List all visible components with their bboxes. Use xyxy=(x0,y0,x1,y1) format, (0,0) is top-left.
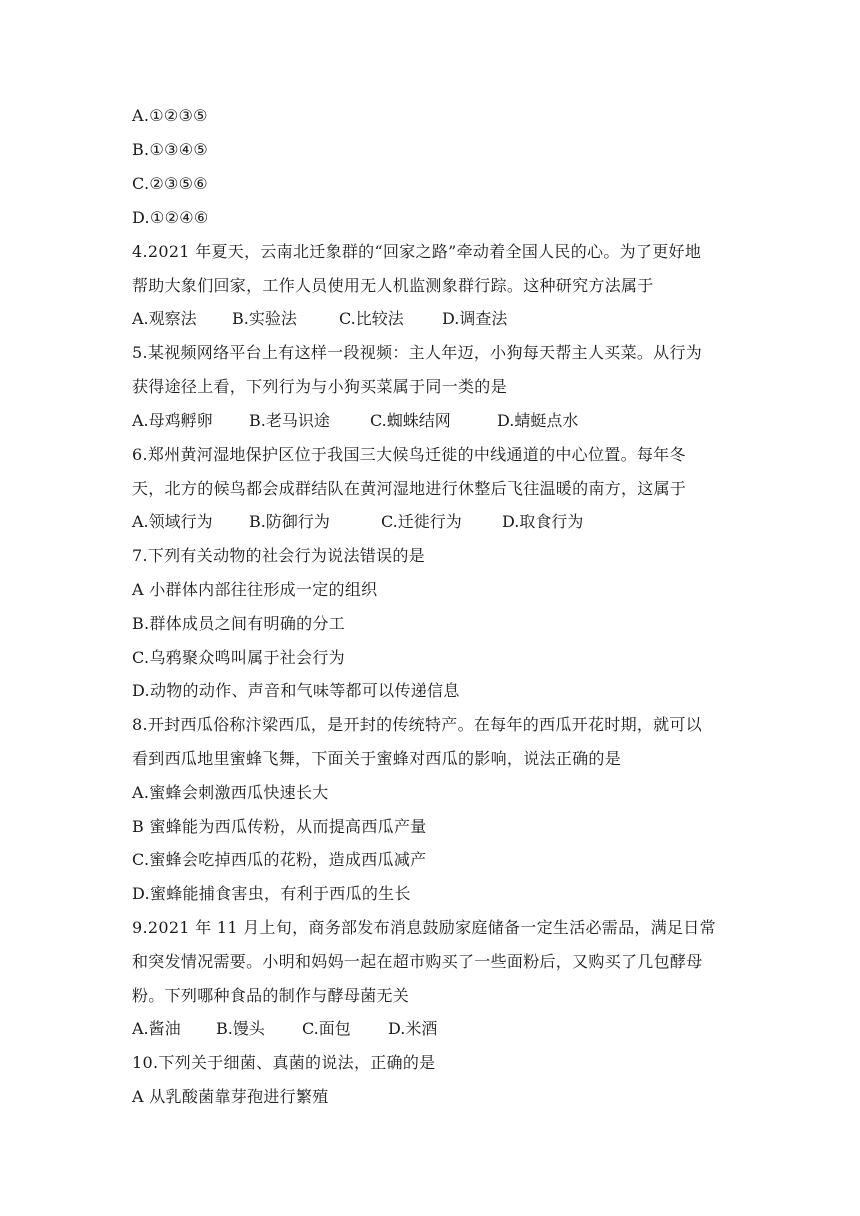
q4-options xyxy=(132,309,507,329)
q9-stem-line-2: 和突发情况需要。小明和妈妈一起在超市购买了一些面粉后，又购买了几包酵母 xyxy=(132,952,703,971)
q6-option-c: C.迁徙行为 xyxy=(381,512,462,531)
q3-option-d: D.①②④⑥ xyxy=(132,208,209,227)
q5-option-c: C.蜘蛛结网 xyxy=(370,411,451,430)
q7-option-d: D.动物的动作、声音和气味等都可以传递信息 xyxy=(132,681,460,700)
q10-option-a: A 从乳酸菌靠芽孢进行繁殖 xyxy=(132,1087,329,1106)
q4-option-b: B.实验法 xyxy=(232,309,297,328)
q9-option-a: A.酱油 xyxy=(132,1019,181,1038)
q8-stem-line-1: 8.开封西瓜俗称汴梁西瓜，是开封的传统特产。在每年的西瓜开花时期，就可以 xyxy=(132,715,703,734)
q6-stem-line-2: 天，北方的候鸟都会成群结队在黄河湿地进行休整后飞往温暖的南方，这属于 xyxy=(132,479,687,498)
q5-option-a: A.母鸡孵卵 xyxy=(132,411,213,430)
q8-stem-line-2: 看到西瓜地里蜜蜂飞舞，下面关于蜜蜂对西瓜的影响，说法正确的是 xyxy=(132,749,622,768)
q4-option-a: A.观察法 xyxy=(132,309,197,328)
q8-option-a: A.蜜蜂会刺激西瓜快速长大 xyxy=(132,783,329,802)
q6-option-b: B.防御行为 xyxy=(249,512,330,531)
q8-option-c: C.蜜蜂会吃掉西瓜的花粉，造成西瓜减产 xyxy=(132,850,427,869)
q9-option-c: C.面包 xyxy=(302,1019,351,1038)
q6-option-d: D.取食行为 xyxy=(502,512,584,531)
q4-stem-line-2: 帮助大象们回家，工作人员使用无人机监测象群行踪。这种研究方法属于 xyxy=(132,276,654,295)
q5-options xyxy=(132,411,578,431)
q5-stem-line-2: 获得途径上看，下列行为与小狗买菜属于同一类的是 xyxy=(132,377,507,396)
q6-options xyxy=(132,512,583,532)
q9-option-b: B.馒头 xyxy=(216,1019,265,1038)
q10-stem: 10.下列关于细菌、真菌的说法，正确的是 xyxy=(132,1053,436,1072)
q8-option-b: B 蜜蜂能为西瓜传粉，从而提高西瓜产量 xyxy=(132,817,427,836)
q3-option-c: C.②③⑤⑥ xyxy=(132,174,208,193)
q4-stem-line-1: 4.2021 年夏天，云南北迁象群的“回家之路”牵动着全国人民的心。为了更好地 xyxy=(132,242,702,261)
q9-stem-line-1: 9.2021 年 11 月上旬，商务部发布消息鼓励家庭储备一定生活必需品，满足日常 xyxy=(132,918,716,937)
q9-option-d: D.米酒 xyxy=(388,1019,438,1038)
q5-option-d: D.蜻蜓点水 xyxy=(497,411,579,430)
q3-option-b: B.①③④⑤ xyxy=(132,140,209,159)
q4-option-d: D.调查法 xyxy=(442,309,508,328)
q7-stem: 7.下列有关动物的社会行为说法错误的是 xyxy=(132,546,425,565)
q5-stem-line-1: 5.某视频网络平台上有这样一段视频：主人年迈，小狗每天帮主人买菜。从行为 xyxy=(132,343,703,362)
q7-option-b: B.群体成员之间有明确的分工 xyxy=(132,614,346,633)
q7-option-a: A 小群体内部往往形成一定的组织 xyxy=(132,580,378,599)
q9-options xyxy=(132,1019,437,1039)
q9-stem-line-3: 粉。下列哪种食品的制作与酵母菌无关 xyxy=(132,986,410,1005)
q3-option-a: A.①②③⑤ xyxy=(132,106,208,125)
q7-option-c: C.乌鸦聚众鸣叫属于社会行为 xyxy=(132,648,345,667)
q8-option-d: D.蜜蜂能捕食害虫，有利于西瓜的生长 xyxy=(132,884,411,903)
q4-option-c: C.比较法 xyxy=(339,309,404,328)
q6-stem-line-1: 6.郑州黄河湿地保护区位于我国三大候鸟迁徙的中线通道的中心位置。每年冬 xyxy=(132,445,686,464)
q5-option-b: B.老马识途 xyxy=(249,411,330,430)
q6-option-a: A.领域行为 xyxy=(132,512,213,531)
